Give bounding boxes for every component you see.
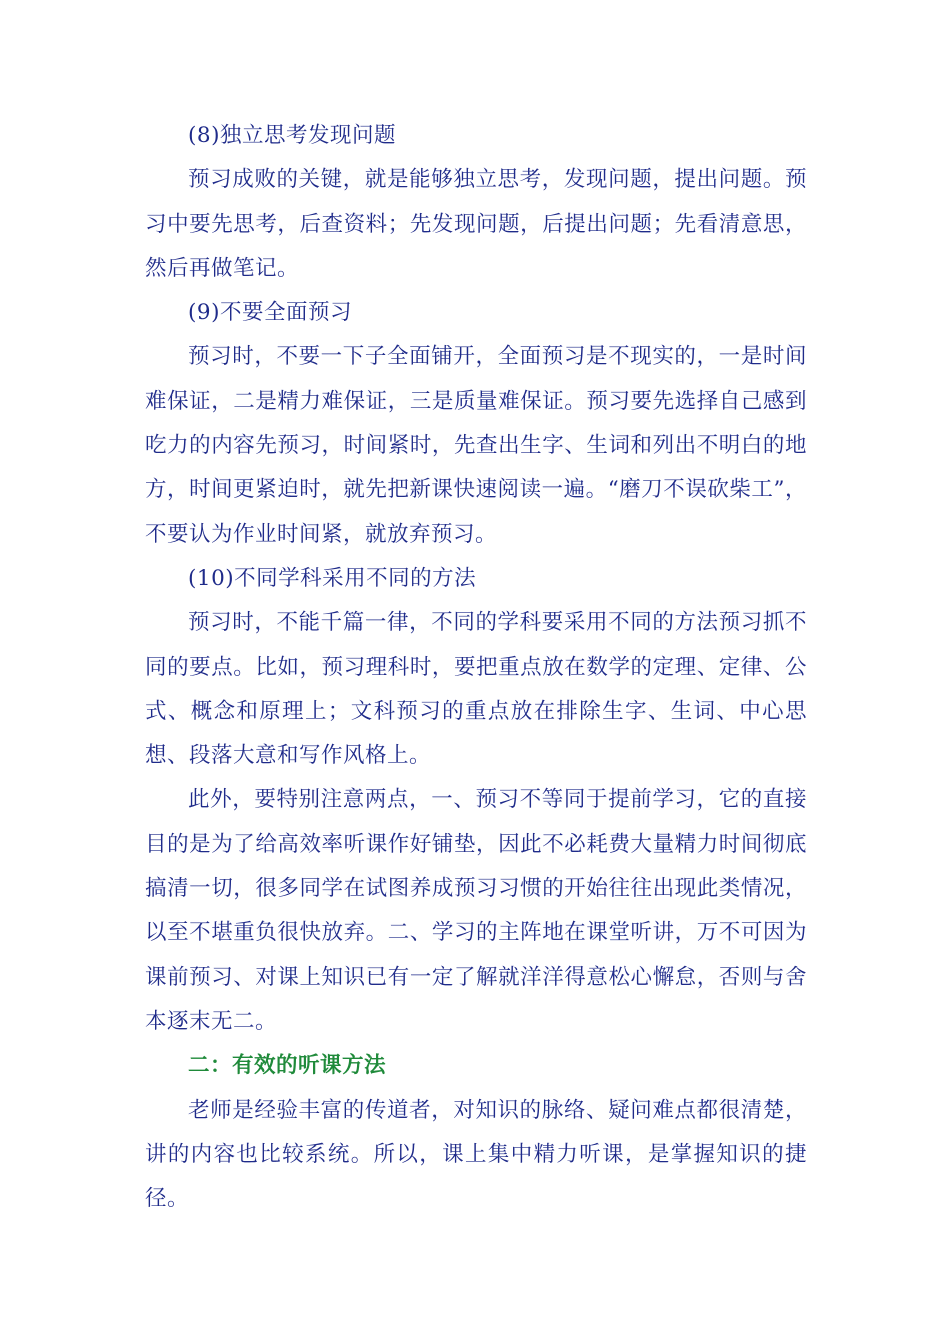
paragraph-two-points: 此外，要特别注意两点，一、预习不等同于提前学习，它的直接目的是为了给高效率听课作好铺垫，因此不必耗费大量精力时间彻底搞清一切，很多同学在试图养成预习习惯的开始往往出现此类情况，以至不堪重负很快放弃。二、学习的主阵地在课堂听讲，万不可因为课前预习、对课上知识已有一定了解就洋洋得意松心懈怠，否则与舍本逐末无二。 — [145, 787, 807, 1034]
section-heading-effective-listening: 二：有效的听课方法 — [188, 1053, 387, 1079]
paragraph-different-subjects: 预习时，不能千篇一律，不同的学科要采用不同的方法预习抓不同的要点。比如，预习理科时，要把重点放在数学的定理、定律、公式、概念和原理上；文科预习的重点放在排除生字、生词、中心思想、段落大意和写作风格上。 — [145, 610, 807, 769]
paragraph-not-full-preview: 预习时，不要一下子全面铺开，全面预习是不现实的，一是时间难保证，二是精力难保证，三是质量难保证。预习要先选择自己感到吃力的内容先预习，时间紧时，先查出生字、生词和列出不明白的地方，时间更紧迫时，就先把新课快速阅读一遍。“磨刀不误砍柴工”，不要认为作业时间紧，就放弃预习。 — [145, 344, 807, 547]
paragraph-independent-thinking: 预习成败的关键，就是能够独立思考，发现问题，提出问题。预习中要先思考，后查资料；先发现问题，后提出问题；先看清意思，然后再做笔记。 — [145, 167, 807, 281]
heading-independent-thinking: (8)独立思考发现问题 — [188, 123, 396, 148]
document-body — [145, 114, 807, 1221]
paragraph-teacher: 老师是经验丰富的传道者，对知识的脉络、疑问难点都很清楚，讲的内容也比较系统。所以，课上集中精力听课，是掌握知识的捷径。 — [145, 1097, 807, 1212]
heading-different-subjects: (10)不同学科采用不同的方法 — [188, 565, 477, 591]
heading-not-full-preview: (9)不要全面预习 — [188, 300, 352, 326]
